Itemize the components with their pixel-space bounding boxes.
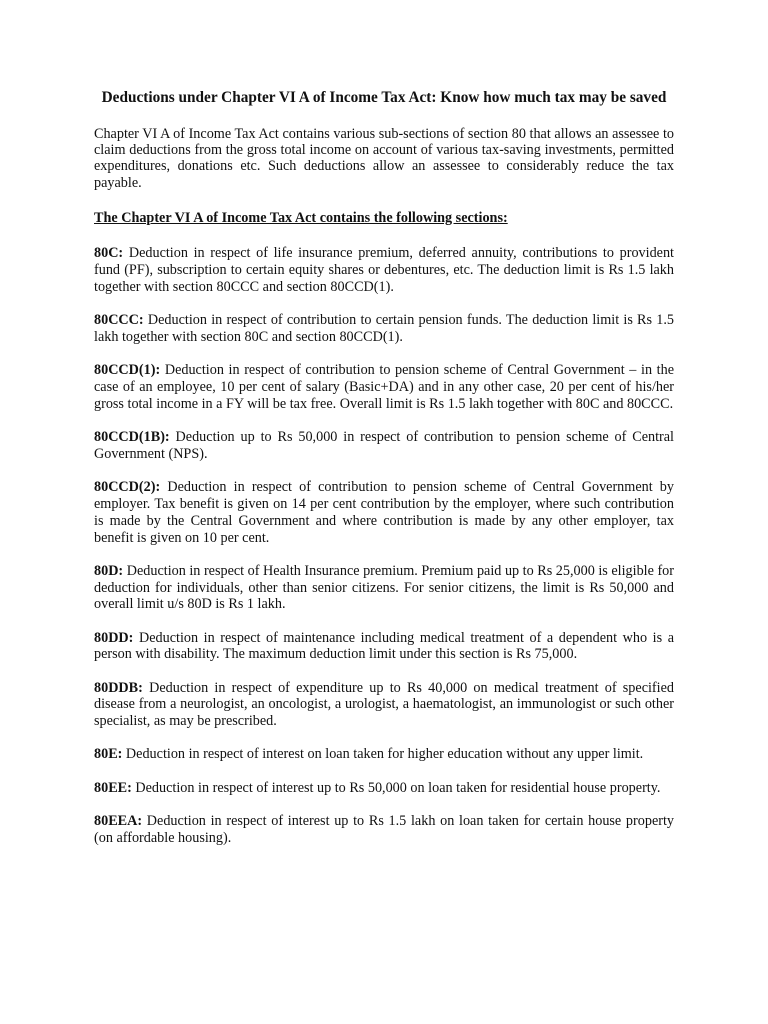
section-item — [94, 245, 674, 296]
section-item — [94, 780, 674, 797]
section-item — [94, 362, 674, 413]
sections-heading: The Chapter VI A of Income Tax Act contains the following sections: — [94, 209, 508, 226]
section-code: 80E: — [94, 746, 123, 763]
section-code: 80DD: — [94, 629, 134, 646]
intro-paragraph: Chapter VI A of Income Tax Act contains various sub-sections of section 80 that allows an assessee to claim deductions from the gross total income on account of various tax-saving investments, permitted expenditures, donations etc. Such deductions allow an assessee to considerably reduce the tax payable. — [94, 126, 674, 191]
section-code: 80CCC: — [94, 311, 144, 328]
section-description: Deduction in respect of interest on loan taken for higher education without any upper limit. — [122, 746, 644, 763]
section-item — [94, 813, 674, 847]
section-code: 80CCD(1): — [94, 361, 161, 378]
section-description: Deduction in respect of expenditure up to Rs 40,000 on medical treatment of specified disease from a neurologist, an oncologist, a urologist, a haematologist, an immunologist or such other specialist, as may be prescribed. — [94, 679, 674, 730]
section-description: Deduction in respect of maintenance including medical treatment of a dependent who is a person with disability. The maximum deduction limit under this section is Rs 75,000. — [94, 629, 674, 663]
section-item — [94, 746, 674, 763]
section-description: Deduction up to Rs 50,000 in respect of contribution to pension scheme of Central Government (NPS). — [94, 428, 674, 462]
section-code: 80CCD(2): — [94, 478, 161, 495]
section-description: Deduction in respect of contribution to pension scheme of Central Government – in the case of an employee, 10 per cent of salary (Basic+DA) and in any other case, 20 per cent of his/her gross total income in a FY will be tax free. Overall limit is Rs 1.5 lakh together with 80C and 80CCC. — [94, 361, 674, 412]
section-code: 80EEA: — [94, 812, 143, 829]
section-code: 80C: — [94, 245, 124, 262]
section-item — [94, 630, 674, 664]
document-title: Deductions under Chapter VI A of Income Tax Act: Know how much tax may be saved — [101, 89, 667, 106]
section-item — [94, 563, 674, 614]
sections-list — [94, 245, 674, 846]
section-code: 80DDB: — [94, 679, 143, 696]
section-item — [94, 312, 674, 346]
section-item — [94, 479, 674, 547]
section-description: Deduction in respect of interest up to Rs 1.5 lakh on loan taken for certain house property (on affordable housing). — [94, 812, 674, 846]
section-description: Deduction in respect of life insurance premium, deferred annuity, contributions to provident fund (PF), subscription to certain equity shares or debentures, etc. The deduction limit is Rs 1.5 lakh together with section 80CCC and section 80CCD(1). — [94, 245, 674, 295]
section-description: Deduction in respect of Health Insurance premium. Premium paid up to Rs 25,000 is eligible for deduction for individuals, other than senior citizens. For senior citizens, the limit is Rs 50,000 and overall limit u/s 80D is Rs 1 lakh. — [94, 562, 674, 613]
section-code: 80D: — [94, 562, 124, 579]
section-code: 80EE: — [94, 779, 132, 796]
section-code: 80CCD(1B): — [94, 428, 170, 445]
section-description: Deduction in respect of contribution to certain pension funds. The deduction limit is Rs 1.5 lakh together with section 80C and section 80CCD(1). — [94, 311, 674, 345]
section-item — [94, 429, 674, 463]
section-description: Deduction in respect of interest up to Rs 50,000 on loan taken for residential house property. — [131, 779, 661, 796]
section-item — [94, 680, 674, 731]
section-description: Deduction in respect of contribution to pension scheme of Central Government by employer. Tax benefit is given on 14 per cent contribution by the employer, where such contribution is made by the Central Government and where contribution is made by any other employer, tax benefit is given on 10 per cent. — [94, 478, 674, 546]
